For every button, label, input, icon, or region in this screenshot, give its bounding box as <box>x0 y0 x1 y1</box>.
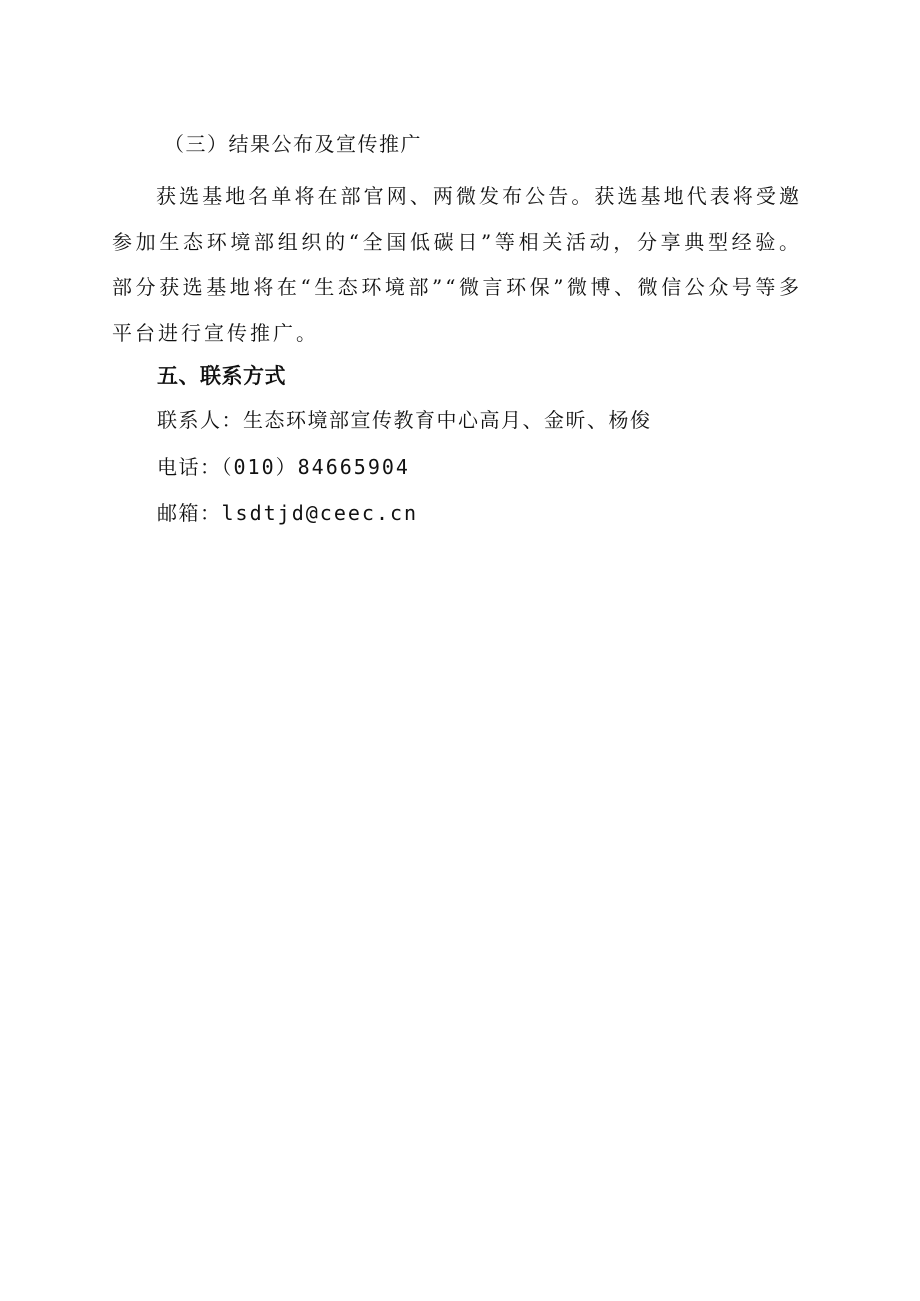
contact-phone-label: 电话： <box>157 455 222 479</box>
contact-person-line <box>157 406 652 434</box>
contact-phone-value: （010）84665904 <box>221 455 410 479</box>
contact-person-label: 联系人： <box>157 408 243 432</box>
contact-email-label: 邮箱： <box>157 501 222 525</box>
section-title: 五、联系方式 <box>157 364 286 388</box>
results-paragraph: 获选基地名单将在部官网、两微发布公告。获选基地代表将受邀参加生态环境部组织的“全国低碳日”等相关活动，分享典型经验。部分获选基地将在“生态环境部”“微言环保”微博、微信公众号等多平台进行宣传推广。 <box>112 184 802 345</box>
subsection-title: （三）结果公布及宣传推广 <box>164 132 422 156</box>
contact-person-value: 生态环境部宣传教育中心高月、金昕、杨俊 <box>243 408 652 432</box>
contact-email-line <box>157 499 418 527</box>
contact-phone-line <box>157 453 410 481</box>
contact-email-value: lsdtjd@ceec.cn <box>221 501 419 525</box>
